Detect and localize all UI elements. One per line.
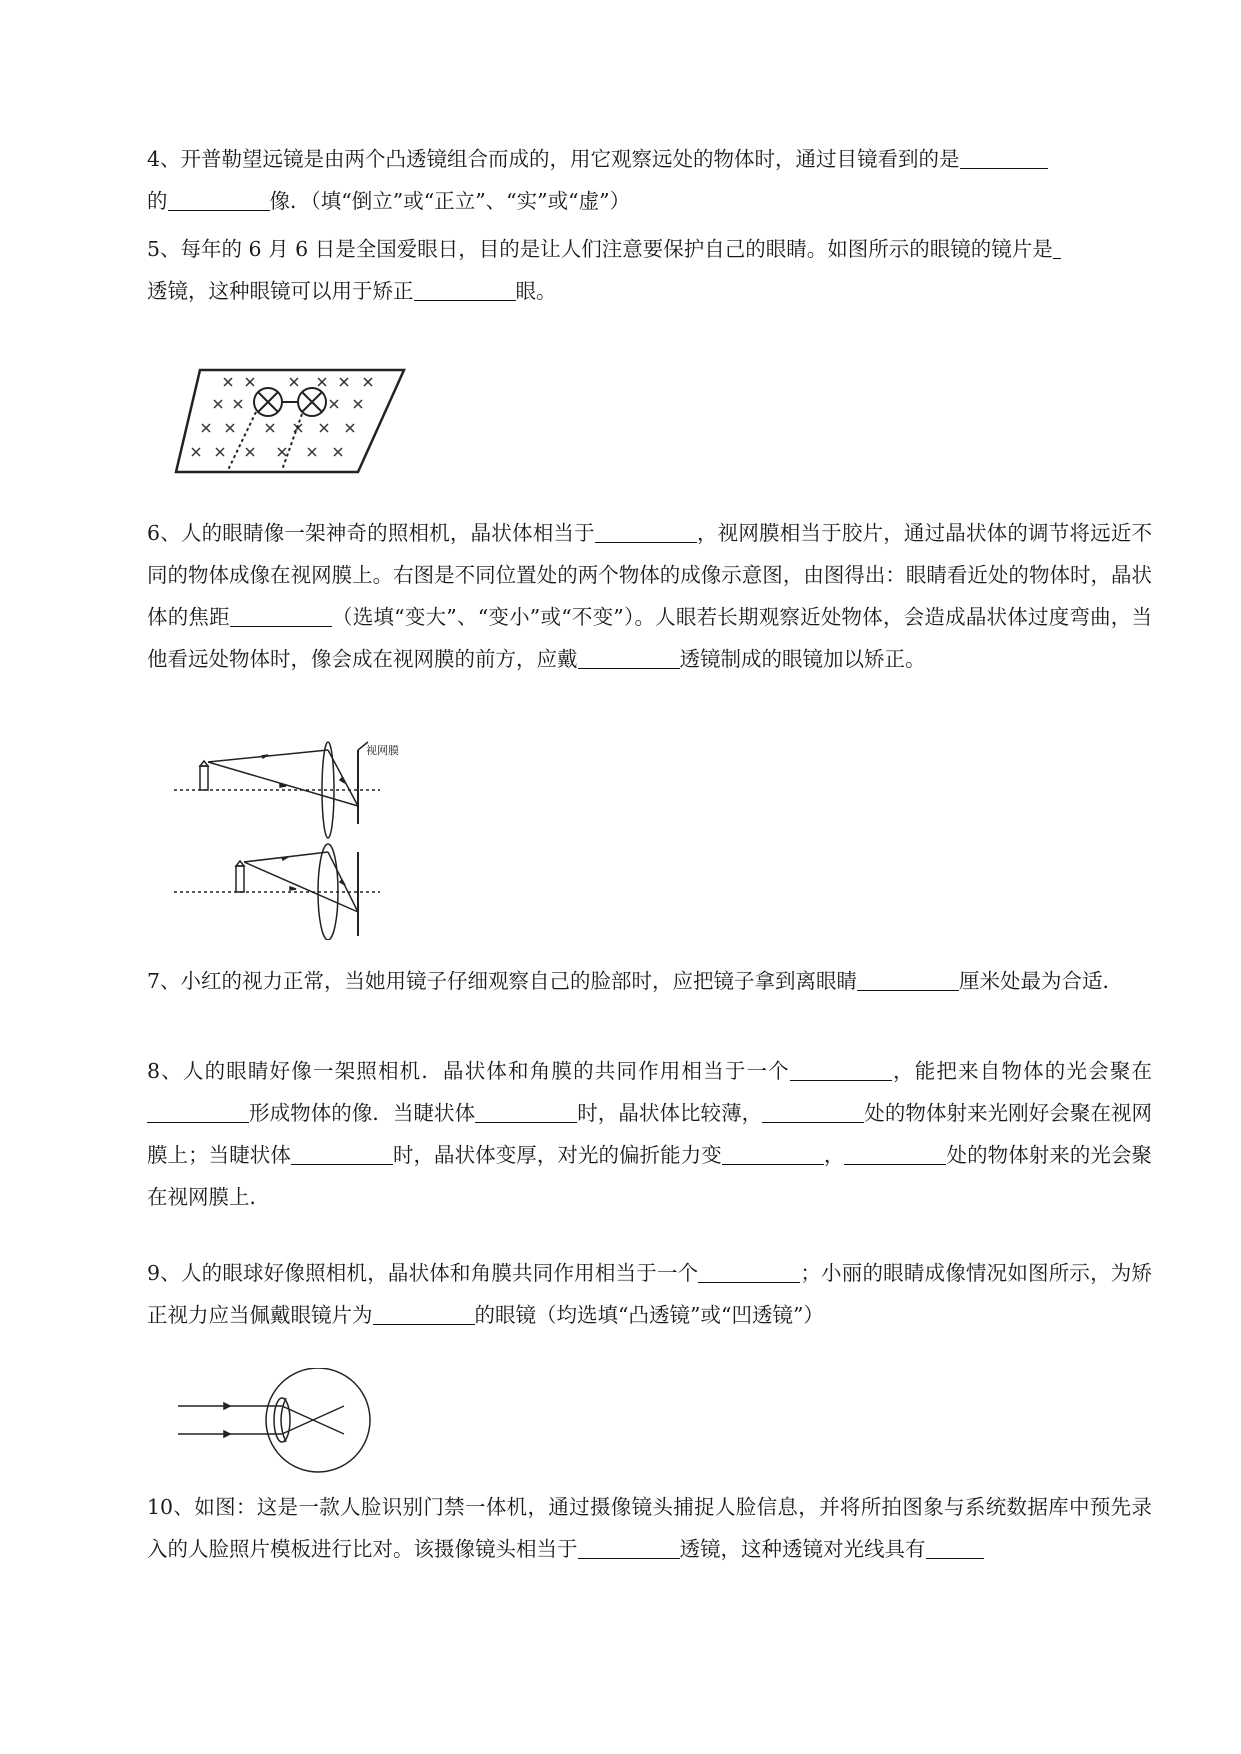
question-4 <box>147 138 1152 222</box>
q7-blank-1[interactable] <box>857 968 959 991</box>
q6-blank-3[interactable] <box>578 646 680 669</box>
eye-diagram-figure <box>176 1368 396 1478</box>
q8-text-8: 处的物体射来的光会聚在视网膜上． <box>147 1143 1153 1209</box>
q8-text-5: 处的物体射来光刚好会聚在视网膜上；当睫状体 <box>147 1101 1153 1167</box>
q5-blank-2[interactable] <box>414 278 516 301</box>
q4-blank-1[interactable] <box>960 146 1048 169</box>
eye-lens <box>274 1398 290 1442</box>
q4-line1: 4、开普勒望远镜是由两个凸透镜组合而成的，用它观察远处的物体时，通过目镜看到的是 <box>147 147 960 171</box>
q6-blank-2[interactable] <box>230 604 332 627</box>
q8-text-2: ，能把来自物体的光会聚在 <box>891 1059 1153 1083</box>
q7-text-2: 厘米处最为合适． <box>959 969 1124 993</box>
object-far <box>200 766 208 790</box>
q8-blank-6[interactable] <box>722 1142 824 1165</box>
q8-text-6: 时，晶状体变厚，对光的偏折能力变 <box>392 1143 722 1167</box>
lens-circles <box>228 388 326 470</box>
question-10 <box>147 1486 1152 1570</box>
q9-text-2: ；小丽的眼睛成像情况如图所示，为矫正视力应当佩戴眼镜片为 <box>147 1261 1153 1327</box>
q8-blank-7[interactable] <box>844 1142 946 1165</box>
q6-text-3: （选填“变大”、“变小”或“不变”）。人眼若长期观察近处物体，会造成晶状体过度弯曲，当他看远处物体时，像会成在视网膜的前方，应戴 <box>147 605 1152 671</box>
q9-blank-1[interactable] <box>698 1260 800 1283</box>
q8-text-7: ， <box>823 1143 845 1167</box>
q4-line2-b: 像．（填“倒立”或“正立”、“实”或“虚”） <box>269 189 631 213</box>
q7-text-1: 7、小红的视力正常，当她用镜子仔细观察自己的脸部时，应把镜子拿到离眼睛 <box>147 969 858 993</box>
q5-line2-b: 眼。 <box>515 279 557 303</box>
q8-blank-3[interactable] <box>475 1100 577 1123</box>
x-marks <box>192 378 372 456</box>
q5-line1: 5、每年的 6 月 6 日是全国爱眼日，目的是让人们注意要保护自己的眼睛。如图所示的眼镜的镜片是 <box>147 237 1053 261</box>
q10-blank-2[interactable] <box>926 1536 984 1559</box>
glasses-figure <box>170 360 410 480</box>
q4-blank-2[interactable] <box>168 188 270 211</box>
q6-text-1: 6、人的眼睛像一架神奇的照相机，晶状体相当于 <box>147 521 595 545</box>
question-9 <box>147 1252 1152 1336</box>
q8-text-1: 8、人的眼睛好像一架照相机．晶状体和角膜的共同作用相当于一个 <box>147 1059 790 1083</box>
question-7 <box>147 960 1152 1002</box>
q8-text-4: 时，晶状体比较薄， <box>577 1101 763 1125</box>
q10-text-2: 透镜，这种透镜对光线具有 <box>679 1537 926 1561</box>
q4-line2-a: 的 <box>147 189 168 213</box>
question-8 <box>147 1050 1152 1218</box>
q8-blank-4[interactable] <box>762 1100 864 1123</box>
q6-blank-1[interactable] <box>595 520 697 543</box>
q6-text-4: 透镜制成的眼镜加以矫正。 <box>679 647 926 671</box>
question-5 <box>147 228 1152 312</box>
object-near <box>236 866 244 892</box>
q9-text-3: 的眼镜（均选填“凸透镜”或“凹透镜”） <box>474 1303 824 1327</box>
q8-blank-1[interactable] <box>790 1058 892 1081</box>
q9-blank-2[interactable] <box>373 1302 475 1325</box>
question-6 <box>147 512 1152 680</box>
q10-blank-1[interactable] <box>578 1536 680 1559</box>
q8-blank-5[interactable] <box>291 1142 393 1165</box>
lens-imaging-figure <box>170 740 460 940</box>
q6-text-2: ，视网膜相当于胶片，通过晶状体的调节将远近不同的物体成像在视网膜上。右图是不同位置处的两个物体的成像示意图，由图得出：眼睛看近处的物体时，晶状体的焦距 <box>147 521 1153 629</box>
q8-text-3: 形成物体的像．当睫状体 <box>249 1101 476 1125</box>
retina-label: 视网膜 <box>366 744 399 757</box>
q8-blank-2[interactable] <box>147 1100 249 1123</box>
q5-blank-1[interactable] <box>1053 236 1061 259</box>
q10-text-1: 10、如图：这是一款人脸识别门禁一体机，通过摄像镜头捕捉人脸信息，并将所拍图象与系统数据库中预先录入的人脸照片模板进行比对。该摄像镜头相当于 <box>147 1495 1152 1561</box>
q9-text-1: 9、人的眼球好像照相机，晶状体和角膜共同作用相当于一个 <box>147 1261 699 1285</box>
q5-line2-a: 透镜，这种眼镜可以用于矫正 <box>147 279 414 303</box>
